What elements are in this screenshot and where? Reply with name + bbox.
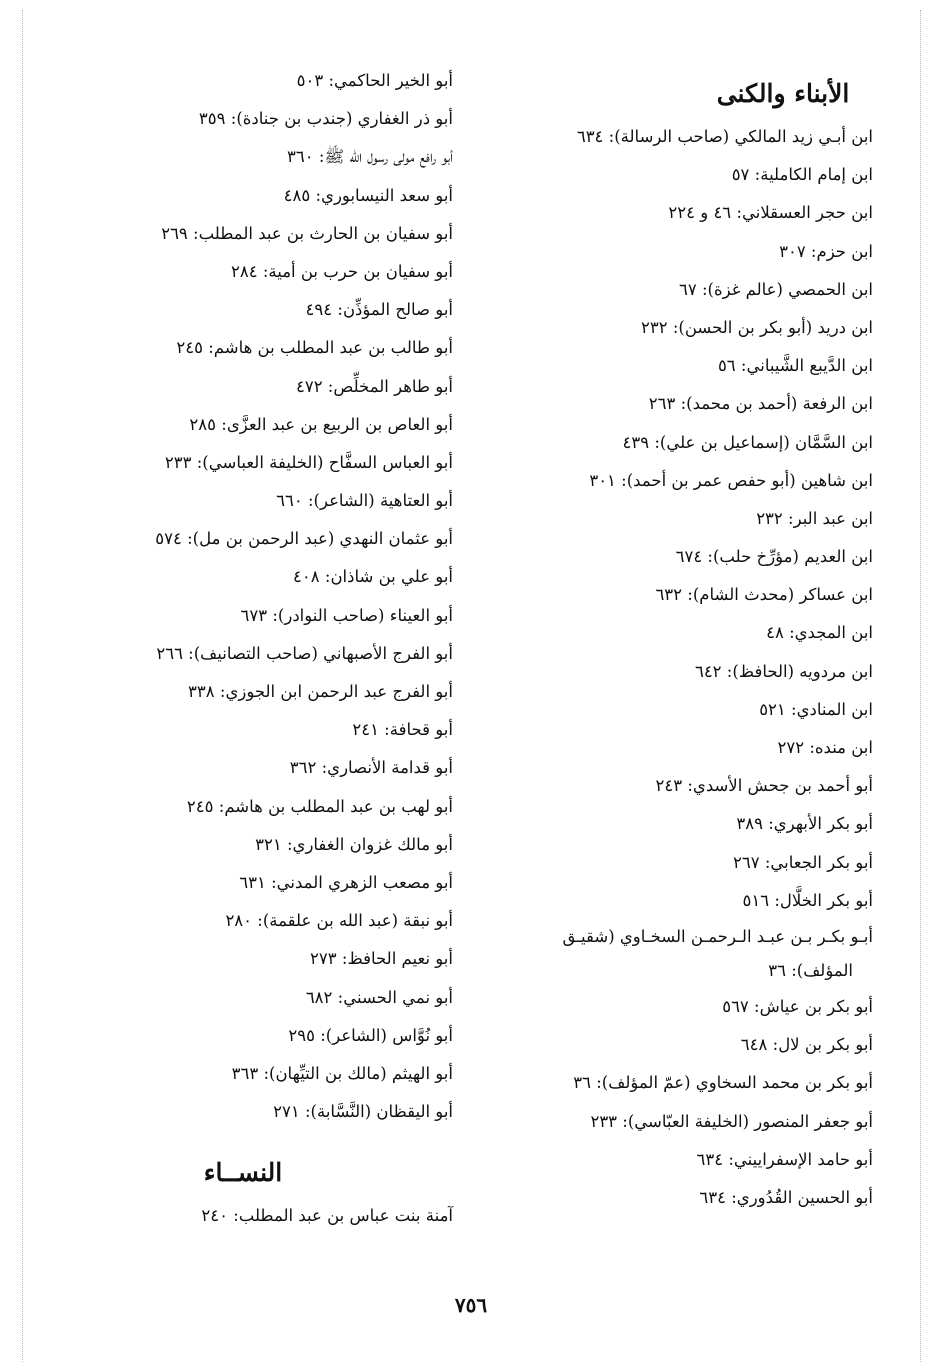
index-entry: أبو العباس السفَّاح (الخليفة العباسي): ٢٣٣ [164, 452, 453, 472]
index-entry: أبو سفيان بن الحارث بن عبد المطلب: ٢٦٩ [161, 223, 453, 243]
index-entry: أبو حامد الإسفراييني: ٦٣٤ [696, 1149, 873, 1169]
index-entry: أبو بكر بن لال: ٦٤٨ [740, 1035, 873, 1055]
index-entry: ابن شاهين (أبو حفص عمر بن أحمد): ٣٠١ [589, 470, 873, 490]
index-entry: أبو لهب بن عبد المطلب بن هاشم: ٢٤٥ [186, 796, 453, 816]
index-entry: أبو رافع مولى رسول الله ﷺ: ٣٦٠ [287, 147, 453, 167]
index-entry: أبو العيناء (صاحب النوادر): ٦٧٣ [240, 605, 453, 625]
page-number: ٧٥٦ [454, 1293, 488, 1317]
index-entry: ابن منده: ٢٧٢ [777, 738, 873, 757]
index-entry: أبو العتاهية (الشاعر): ٦٦٠ [276, 491, 453, 511]
index-entry: ابن حزم: ٣٠٧ [779, 241, 873, 261]
section-heading-women: النســاء [203, 1158, 283, 1188]
margin-dotted-line-right [920, 10, 921, 1362]
index-entry: ابن الرفعة (أحمد بن محمد): ٢٦٣ [648, 394, 873, 414]
index-entry: ابن السَّمَّان (إسماعيل بن علي): ٤٣٩ [622, 432, 873, 452]
index-entry: أبو مالك غزوان الغفاري: ٣٢١ [255, 834, 453, 854]
index-entry: أبو صالح المؤذِّن: ٤٩٤ [305, 300, 453, 320]
index-entry: أبو أحمد بن جحش الأسدي: ٢٤٣ [655, 776, 873, 796]
index-entry: أبو مصعب الزهري المدني: ٦٣١ [239, 872, 453, 892]
index-entry: أبو طاهر المخلِّص: ٤٧٢ [295, 376, 453, 396]
index-entry: أبو الفرج عبد الرحمن ابن الجوزي: ٣٣٨ [188, 682, 453, 701]
index-entry: ابن حجر العسقلاني: ٤٦ و ٢٢٤ [668, 203, 873, 223]
index-entry: أبو قدامة الأنصاري: ٣٦٢ [289, 758, 453, 778]
index-entry: أبو الخير الحاكمي: ٥٠٣ [296, 71, 453, 90]
wrapped-entry-line-1: أبـو بكـر بـن عبـد الـرحمـن السخـاوي (شقيـق [562, 926, 873, 946]
index-entry: أبو طالب بن عبد المطلب بن هاشم: ٢٤٥ [176, 338, 453, 358]
wrapped-entry-line-2: المؤلف): ٣٦ [768, 960, 853, 980]
index-entry: ابن الحمصي (عالم غزة): ٦٧ [678, 279, 873, 299]
index-entry: أبو بكر الجعابي: ٢٦٧ [733, 852, 873, 872]
index-entry: أبو علي بن شاذان: ٤٠٨ [293, 567, 453, 587]
index-entry: أبو قحافة: ٢٤١ [352, 720, 453, 740]
index-entry: أبو العاص بن الربيع بن عبد العزَّى: ٢٨٥ [189, 414, 453, 434]
index-entry: أبو نعيم الحافظ: ٢٧٣ [310, 949, 453, 969]
index-entry: أبو بكر الأبهري: ٣٨٩ [736, 814, 873, 834]
margin-dotted-line-left [22, 10, 23, 1362]
index-entry: ابن إمام الكاملية: ٥٧ [731, 165, 873, 185]
index-entry: ابن عساكر (محدث الشام): ٦٣٢ [655, 585, 873, 605]
index-entry-wrapped [483, 920, 873, 988]
index-entry: أبو بكر بن عياش: ٥٦٧ [722, 996, 873, 1016]
index-entry: ابن المجدي: ٤٨ [766, 623, 873, 643]
index-entry: أبو الحسين القُدُوري: ٦٣٤ [699, 1187, 873, 1207]
women-entries-list [53, 1197, 453, 1235]
index-entry: أبو سفيان بن حرب بن أمية: ٢٨٤ [230, 261, 453, 281]
index-entry: أبو نُوَّاس (الشاعر): ٢٩٥ [288, 1025, 453, 1045]
index-entry: أبو بكر بن محمد السخاوي (عمّ المؤلف): ٣٦ [573, 1073, 873, 1093]
index-entry: أبو نبقة (عبد الله بن علقمة): ٢٨٠ [225, 911, 453, 931]
index-entry: ابن الدَّيبع الشَّيباني: ٥٦ [717, 356, 873, 376]
index-entry: أبو عثمان النهدي (عبد الرحمن بن مل): ٥٧٤ [155, 529, 453, 549]
index-entry: أبو بكر الخلَّال: ٥١٦ [742, 890, 873, 910]
index-entry: ابن أبـي زيد المالكي (صاحب الرسالة): ٦٣٤ [576, 127, 873, 146]
index-entry: أبو اليقظان (النَّسَّابة): ٢٧١ [273, 1102, 453, 1122]
left-entries-list [53, 62, 453, 1131]
right-entries-list-continued [483, 988, 873, 1217]
index-entry: أبو الهيثم (مالك بن التيِّهان): ٣٦٣ [231, 1063, 453, 1083]
index-entry: أبو الفرج الأصبهاني (صاحب التصانيف): ٢٦٦ [156, 643, 453, 663]
index-entry: ابن العديم (مؤرِّخ حلب): ٦٧٤ [675, 547, 873, 567]
right-column [483, 70, 873, 1217]
index-entry: أبو جعفر المنصور (الخليفة العبّاسي): ٢٣٣ [590, 1111, 873, 1131]
right-entries-list [483, 118, 873, 920]
index-entry: ابن عبد البر: ٢٣٢ [756, 508, 873, 528]
index-entry: ابن مردويه (الحافظ): ٦٤٢ [694, 661, 873, 681]
section-heading-sons-and-kunyas: الأبناء والكنى [716, 79, 850, 108]
left-column [53, 62, 453, 1235]
index-entry: أبو ذر الغفاري (جندب بن جنادة): ٣٥٩ [198, 109, 453, 129]
index-entry: ابن دريد (أبو بكر بن الحسن): ٢٣٢ [640, 317, 873, 337]
index-entry: ابن المنادي: ٥٢١ [759, 699, 873, 719]
index-entry: أبو نمي الحسني: ٦٨٢ [305, 987, 453, 1007]
index-entry: آمنة بنت عباس بن عبد المطلب: ٢٤٠ [201, 1206, 453, 1226]
index-entry: أبو سعد النيسابوري: ٤٨٥ [283, 185, 453, 205]
